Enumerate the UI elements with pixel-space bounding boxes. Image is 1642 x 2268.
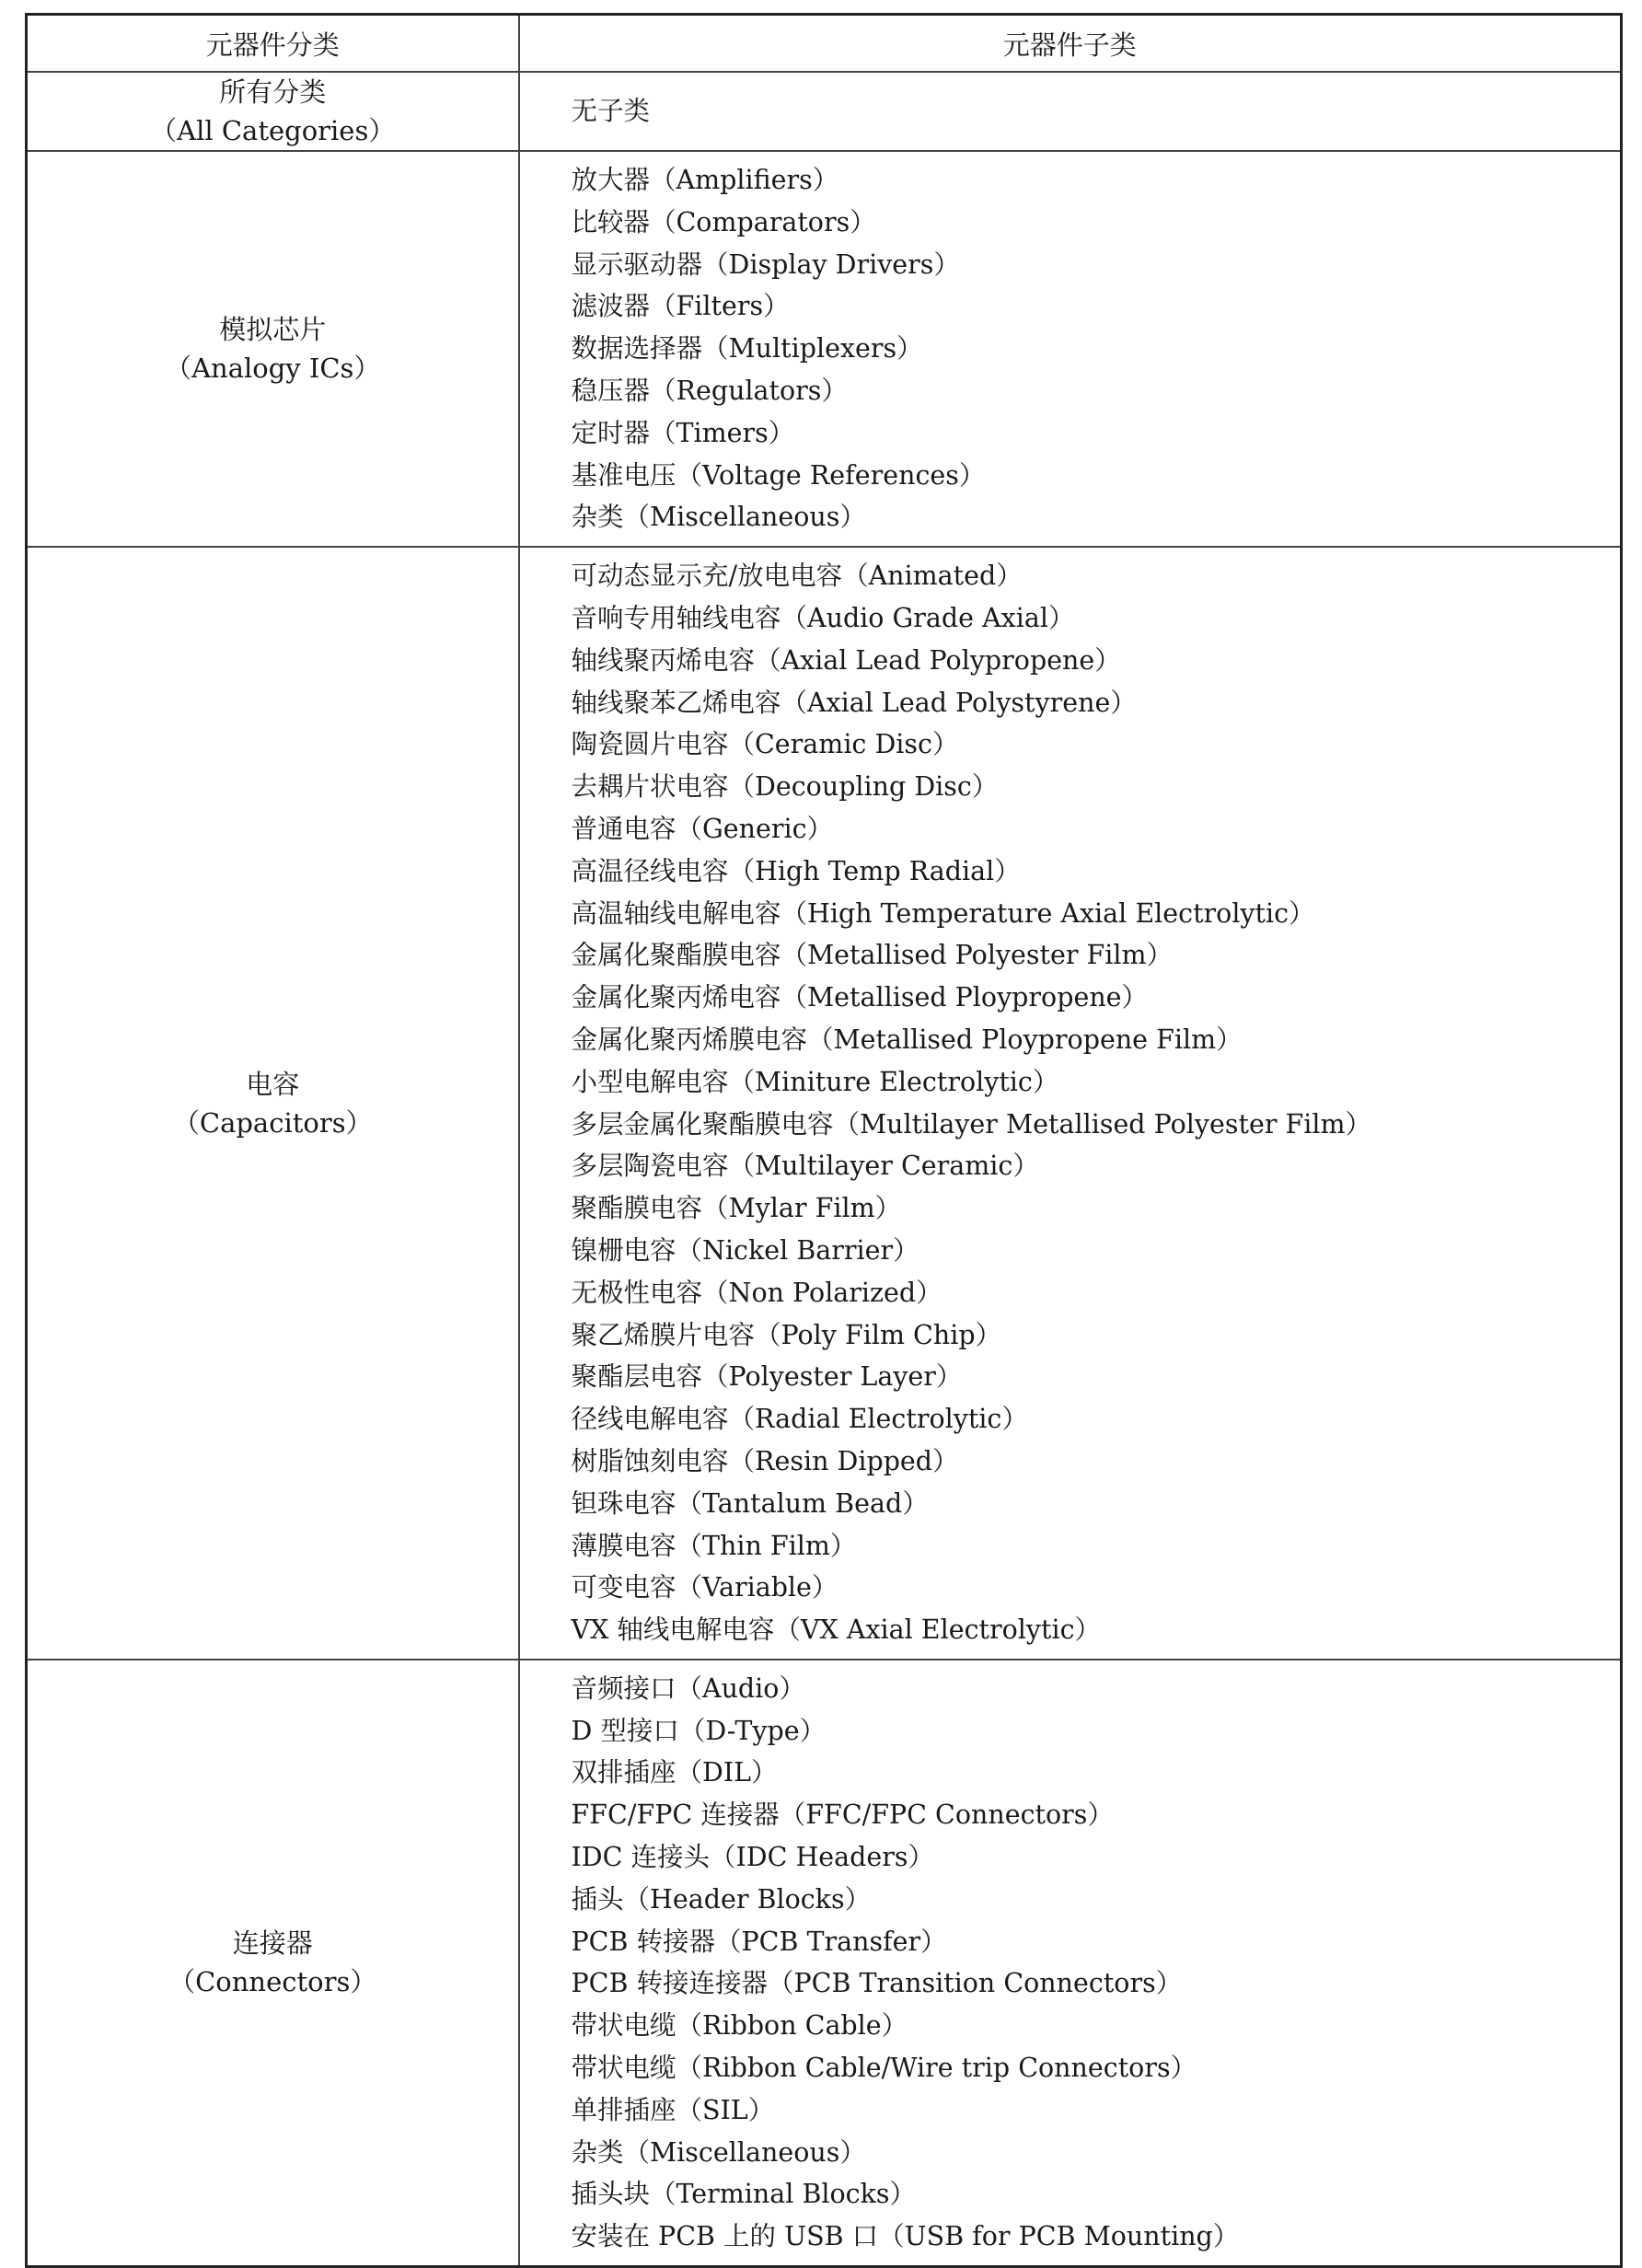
subcategory-item: 带状电缆（Ribbon Cable/Wire trip Connectors） bbox=[571, 2053, 1197, 2084]
table-header-row bbox=[27, 15, 1622, 73]
subcategory-item: 轴线聚苯乙烯电容（Axial Lead Polystyrene） bbox=[571, 687, 1137, 718]
table-row bbox=[27, 1660, 1622, 2267]
table-row bbox=[27, 151, 1622, 547]
subcategory-item: D 型接口（D-Type） bbox=[571, 1715, 827, 1746]
subcategory-item: 金属化聚酯膜电容（Metallised Polyester Film） bbox=[571, 940, 1174, 971]
header-subcategory: 元器件子类 bbox=[519, 15, 1622, 73]
subcategory-item: 插头（Header Blocks） bbox=[571, 1883, 872, 1915]
subcategory-item: 聚酯层电容（Polyester Layer） bbox=[571, 1361, 963, 1393]
subcategory-cell bbox=[519, 151, 1622, 547]
category-name-en: （Connectors） bbox=[168, 1966, 377, 1998]
subcategory-item: 薄膜电容（Thin Film） bbox=[571, 1530, 857, 1561]
subcategory-item: 杂类（Miscellaneous） bbox=[571, 502, 866, 533]
subcategory-item: 轴线聚丙烯电容（Axial Lead Polypropene） bbox=[571, 644, 1121, 676]
subcategory-item: 可变电容（Variable） bbox=[571, 1572, 838, 1603]
subcategory-item: 去耦片状电容（Decoupling Disc） bbox=[571, 771, 999, 803]
header-category: 元器件分类 bbox=[27, 15, 519, 73]
subcategory-item: 插头块（Terminal Blocks） bbox=[571, 2179, 917, 2210]
subcategory-item: 镍栅电容（Nickel Barrier） bbox=[571, 1234, 919, 1266]
subcategory-item: VX 轴线电解电容（VX Axial Electrolytic） bbox=[571, 1614, 1102, 1646]
subcategory-item: 数据选择器（Multiplexers） bbox=[571, 333, 923, 364]
subcategory-item: 定时器（Timers） bbox=[571, 417, 795, 448]
subcategory-item: 稳压器（Regulators） bbox=[571, 375, 848, 406]
subcategory-item: PCB 转接器（PCB Transfer） bbox=[571, 1926, 947, 1957]
subcategory-item: 金属化聚丙烯电容（Metallised Ploypropene） bbox=[571, 982, 1149, 1013]
category-name-en: （Analogy ICs） bbox=[165, 353, 381, 385]
subcategory-item: 杂类（Miscellaneous） bbox=[571, 2136, 866, 2168]
subcategory-item: 径线电解电容（Radial Electrolytic） bbox=[571, 1404, 1028, 1435]
subcategory-cell bbox=[519, 547, 1622, 1660]
subcategory-item: 金属化聚丙烯膜电容（Metallised Ploypropene Film） bbox=[571, 1024, 1243, 1055]
category-cell bbox=[27, 72, 519, 151]
subcategory-item: 双排插座（DIL） bbox=[571, 1757, 778, 1788]
category-name-en: （Capacitors） bbox=[172, 1106, 373, 1139]
category-cell bbox=[27, 547, 519, 1660]
subcategory-item: PCB 转接连接器（PCB Transition Connectors） bbox=[571, 1968, 1183, 1999]
subcategory-item: 聚乙烯膜片电容（Poly Film Chip） bbox=[571, 1319, 1002, 1350]
category-name-cn: 连接器 bbox=[232, 1927, 313, 1960]
component-category-table bbox=[25, 13, 1623, 2268]
subcategory-item: FFC/FPC 连接器（FFC/FPC Connectors） bbox=[571, 1799, 1114, 1831]
subcategory-item: 多层陶瓷电容（Multilayer Ceramic） bbox=[571, 1151, 1039, 1182]
subcategory-item: 安装在 PCB 上的 USB 口（USB for PCB Mounting） bbox=[571, 2221, 1240, 2252]
subcategory-item: 钽珠电容（Tantalum Bead） bbox=[571, 1487, 929, 1519]
category-name-cn: 模拟芯片 bbox=[219, 314, 327, 346]
subcategory-item: 可动态显示充/放电电容（Animated） bbox=[571, 561, 1023, 592]
subcategory-cell bbox=[519, 72, 1622, 151]
subcategory-item: 无极性电容（Non Polarized） bbox=[571, 1277, 942, 1308]
subcategory-item: 聚酯膜电容（Mylar Film） bbox=[571, 1193, 902, 1224]
subcategory-item: 音响专用轴线电容（Audio Grade Axial） bbox=[571, 602, 1075, 633]
subcategory-item: 带状电缆（Ribbon Cable） bbox=[571, 2010, 908, 2042]
subcategory-item: 滤波器（Filters） bbox=[571, 291, 790, 322]
subcategory-cell bbox=[519, 1660, 1622, 2267]
subcategory-item: 树脂蚀刻电容（Resin Dipped） bbox=[571, 1445, 959, 1476]
subcategory-item: 高温径线电容（High Temp Radial） bbox=[571, 855, 1021, 886]
subcategory-item: 比较器（Comparators） bbox=[571, 206, 876, 237]
category-name-en: （All Categories） bbox=[150, 115, 396, 146]
subcategory-item: 单排插座（SIL） bbox=[571, 2094, 775, 2125]
category-cell bbox=[27, 151, 519, 547]
table-row bbox=[27, 72, 1622, 151]
subcategory-item: 显示驱动器（Display Drivers） bbox=[571, 249, 960, 280]
subcategory-item: 陶瓷圆片电容（Ceramic Disc） bbox=[571, 729, 959, 760]
subcategory-item: 普通电容（Generic） bbox=[571, 813, 834, 844]
subcategory-item: IDC 连接头（IDC Headers） bbox=[571, 1842, 935, 1873]
category-name-cn: 电容 bbox=[246, 1068, 300, 1100]
subcategory-item: 无子类 bbox=[571, 96, 651, 127]
subcategory-item: 小型电解电容（Miniture Electrolytic） bbox=[571, 1066, 1059, 1097]
subcategory-item: 高温轴线电解电容（High Temperature Axial Electrolytic） bbox=[571, 897, 1315, 929]
table-row bbox=[27, 547, 1622, 1660]
category-cell bbox=[27, 1660, 519, 2267]
subcategory-item: 音频接口（Audio） bbox=[571, 1672, 805, 1704]
subcategory-item: 放大器（Amplifiers） bbox=[571, 165, 839, 195]
subcategory-item: 多层金属化聚酯膜电容（Multilayer Metallised Polyester Film） bbox=[571, 1108, 1372, 1140]
subcategory-item: 基准电压（Voltage References） bbox=[571, 459, 986, 491]
category-name-cn: 所有分类 bbox=[219, 76, 327, 108]
